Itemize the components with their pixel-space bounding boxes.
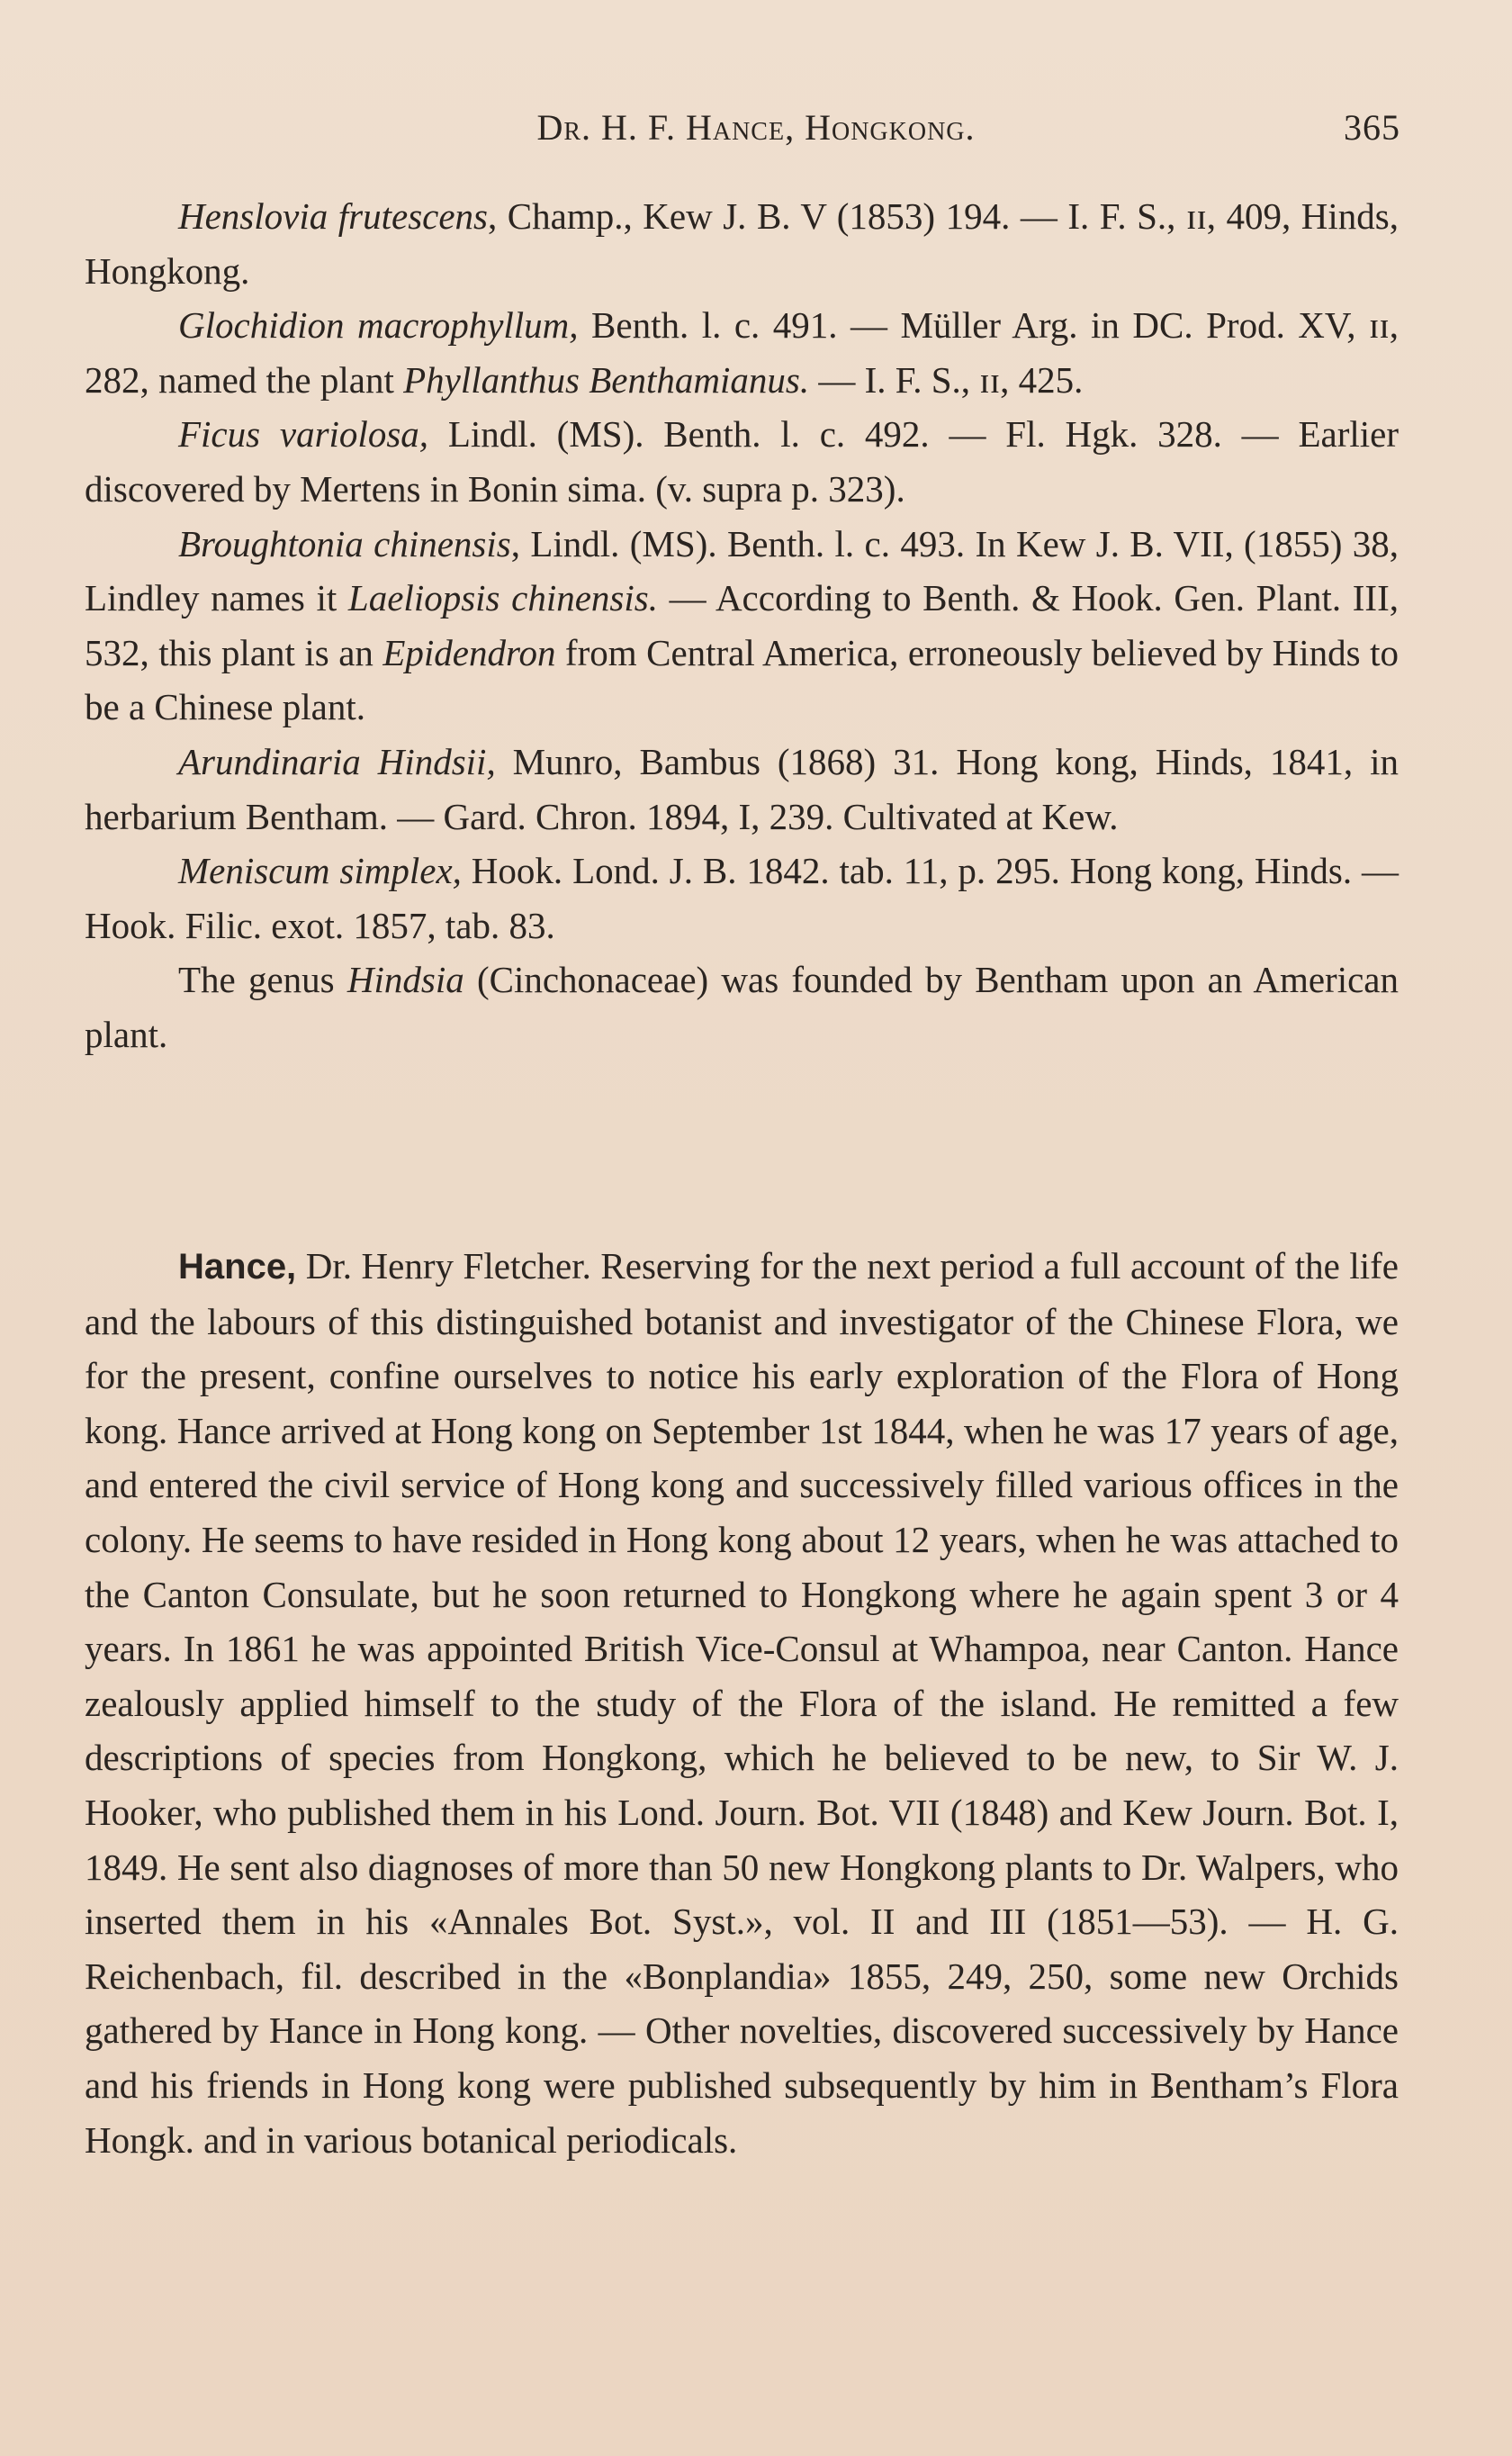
entry-text: Hook. Lond. J. B. 1842. tab. 11, p. 295. Hong kong, Hinds. — Hook. Filic. exot. 1857, tab. 83. (85, 850, 1399, 946)
entry-text: — According to Benth. & Hook. Gen. Plant. III, 532, this plant is an (85, 577, 1399, 673)
entry-text: Munro, Bambus (1868) 31. Hong kong, Hinds, 1841, in herbarium Bentham. — Gard. Chron. 1894, I, 239. Cultivated at Kew. (85, 740, 1399, 837)
biography-paragraph (85, 1239, 1399, 2167)
entry-arundinaria (85, 735, 1399, 844)
entry-text: The genus (178, 959, 347, 1001)
species-name: Arundinaria Hindsii, (178, 740, 496, 782)
entry-henslovia (85, 189, 1399, 298)
synonym-name: Laeliopsis chinensis. (347, 577, 658, 619)
entry-text: Lindl. (MS). Benth. l. c. 492. — Fl. Hgk. 328. — Earlier discovered by Mertens in Bonin sima. (v. supra p. 323). (85, 413, 1400, 510)
entry-text: , Lindl. (MS). Benth. l. c. 493. In Kew J. B. VII, (1855) 38, Lindley names it (85, 522, 1399, 619)
species-name: Henslovia frutescens (178, 195, 489, 237)
synonym-name: Phyllanthus Benthamianus. (403, 358, 810, 401)
species-name: Meniscum simplex, (178, 850, 462, 892)
entry-text: Benth. l. c. 491. — Müller Arg. in DC. Prod. XV, ɪɪ, 282, named the plant (85, 304, 1399, 401)
biography-text: Dr. Henry Fletcher. Reserving for the next period a full account of the life and the labours of this distinguished botanist and investigator of the Chinese Flora, we for the present, confine ourselves to notice his early exploration of the Flora of Hong kong. Hance arrived at Hong kong on September 1st 1844, when he was 17 years of age, and entered the civil service of Hong kong and successively filled various offices in the colony. He seems to have resided in Hong kong about 12 years, when he was attached to the Canton Consulate, but he soon returned to Hongkong where he again spent 3 or 4 years. In 1861 he was appointed British Vice-Consul at Whampoa, near Canton. Hance zealously applied himself to the study of the Flora of the island. He remitted a few descriptions of species from Hongkong, which he believed to be new, to Sir W. J. Hooker, who published them in his Lond. Journ. Bot. VII (1848) and Kew Journ. Bot. I, 1849. He sent also diagnoses of more than 50 new Hongkong plants to Dr. Walpers, who inserted them in his «Annales Bot. Syst.», vol. II and III (1851—53). — H. G. Reichenbach, fil. described in the «Bonplandia» 1855, 249, 250, some new Orchids gathered by Hance in Hong kong. — Other novelties, discovered successively by Hance and his friends in Hong kong were published subsequently by him in Bentham’s Flora Hongk. and in various botanical periodicals. (85, 1245, 1399, 2161)
entry-text: (Cinchonaceae) was founded by Bentham upon an American plant. (85, 959, 1399, 1055)
entry-hindsia (85, 953, 1399, 1061)
genus-name: Epidendron (382, 631, 556, 673)
species-name: Glochidion macrophyllum, (178, 304, 579, 347)
entry-ficus (85, 407, 1399, 516)
entry-meniscum (85, 844, 1399, 953)
biography-name: Hance, (178, 1247, 297, 1287)
page-number: 365 (1344, 107, 1400, 148)
biography-section (85, 1239, 1399, 2167)
species-name: Broughtonia chinensis (178, 522, 511, 564)
species-name: Ficus variolosa, (178, 413, 429, 456)
entry-text: — I. F. S., ɪɪ, 425. (809, 358, 1084, 401)
entry-glochidion (85, 298, 1399, 407)
entry-broughtonia (85, 517, 1399, 735)
species-entries (85, 189, 1399, 1062)
running-title: Dr. H. F. Hance, Hongkong. (536, 107, 976, 148)
entry-text: from Central America, erroneously believed by Hinds to be a Chinese plant. (85, 631, 1399, 728)
entry-text: , Champ., Kew J. B. V (1853) 194. — I. F. S., ɪɪ, 409, Hinds, Hongkong. (85, 195, 1399, 292)
genus-name: Hindsia (346, 959, 464, 1001)
running-head (0, 106, 1512, 160)
